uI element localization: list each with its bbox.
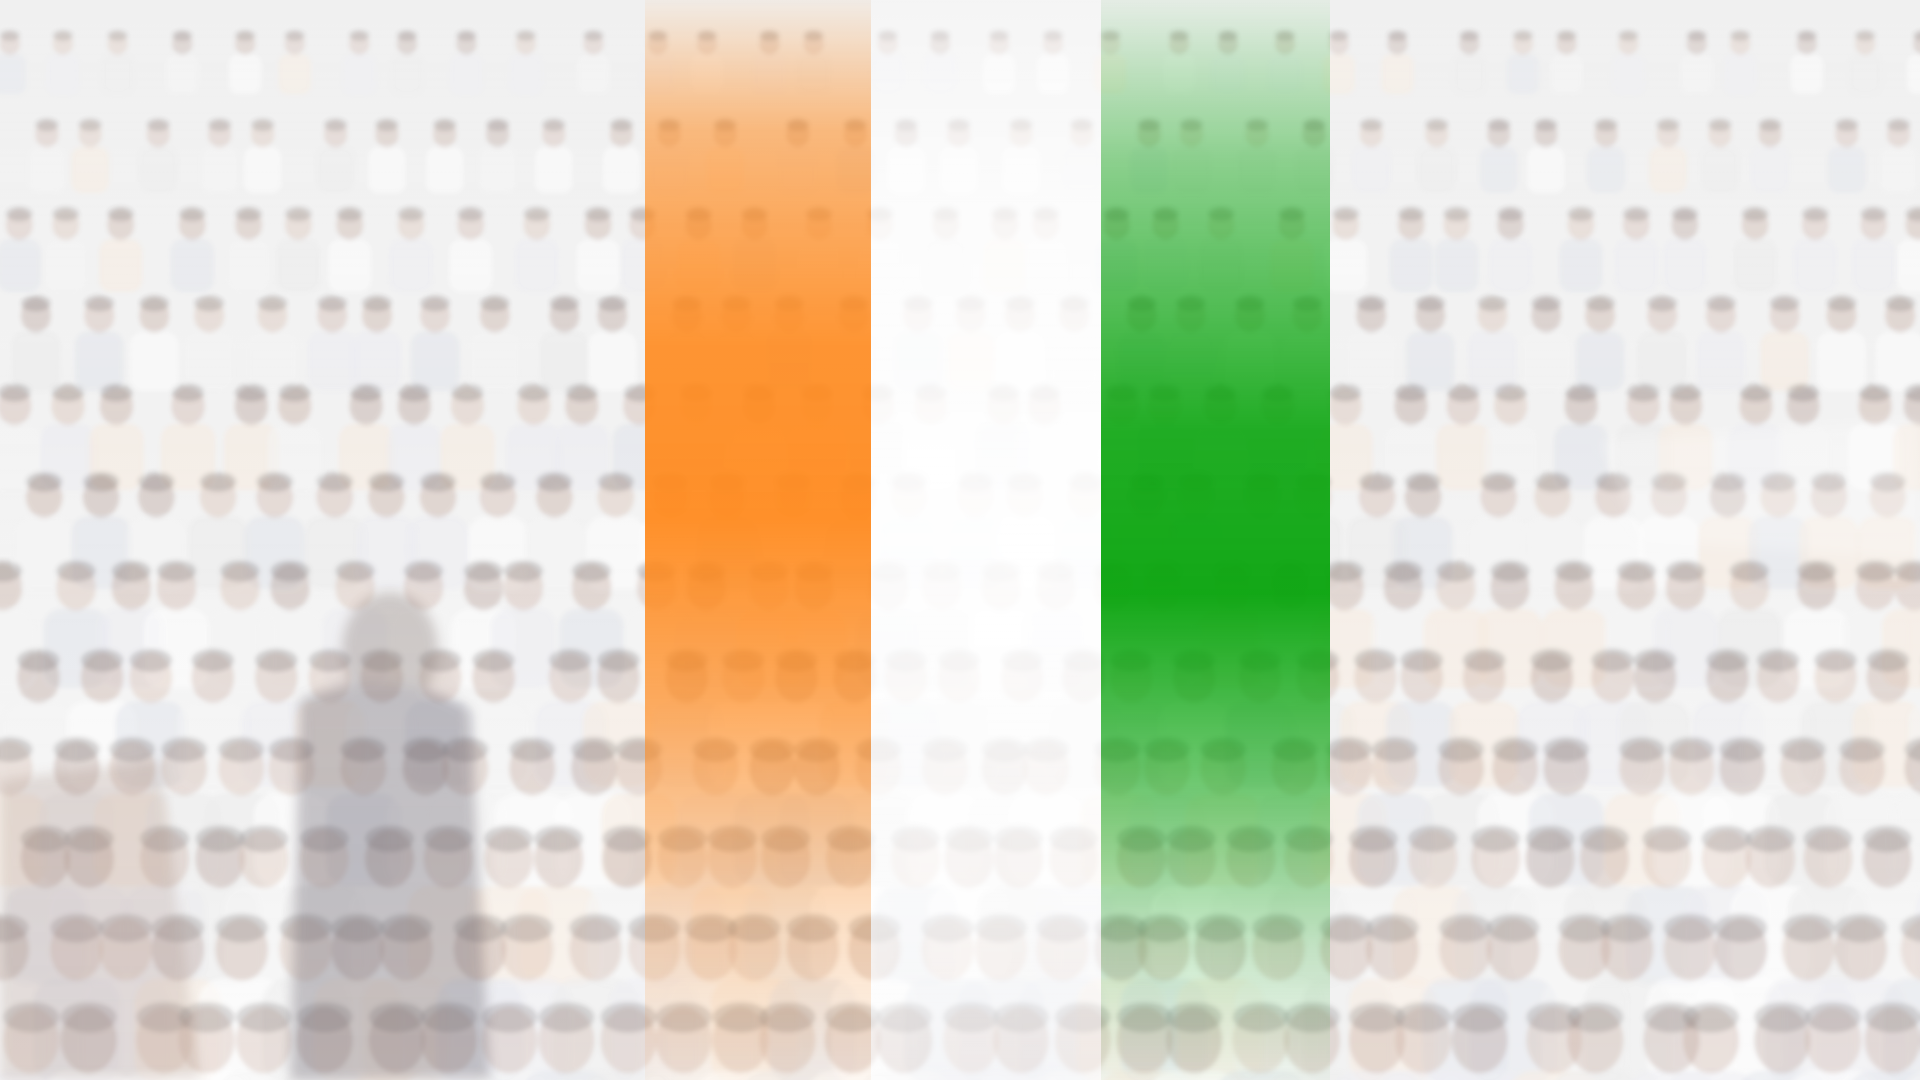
saffron-stripe <box>645 0 871 1080</box>
green-stripe <box>1101 0 1330 1080</box>
white-stripe <box>871 0 1101 1080</box>
